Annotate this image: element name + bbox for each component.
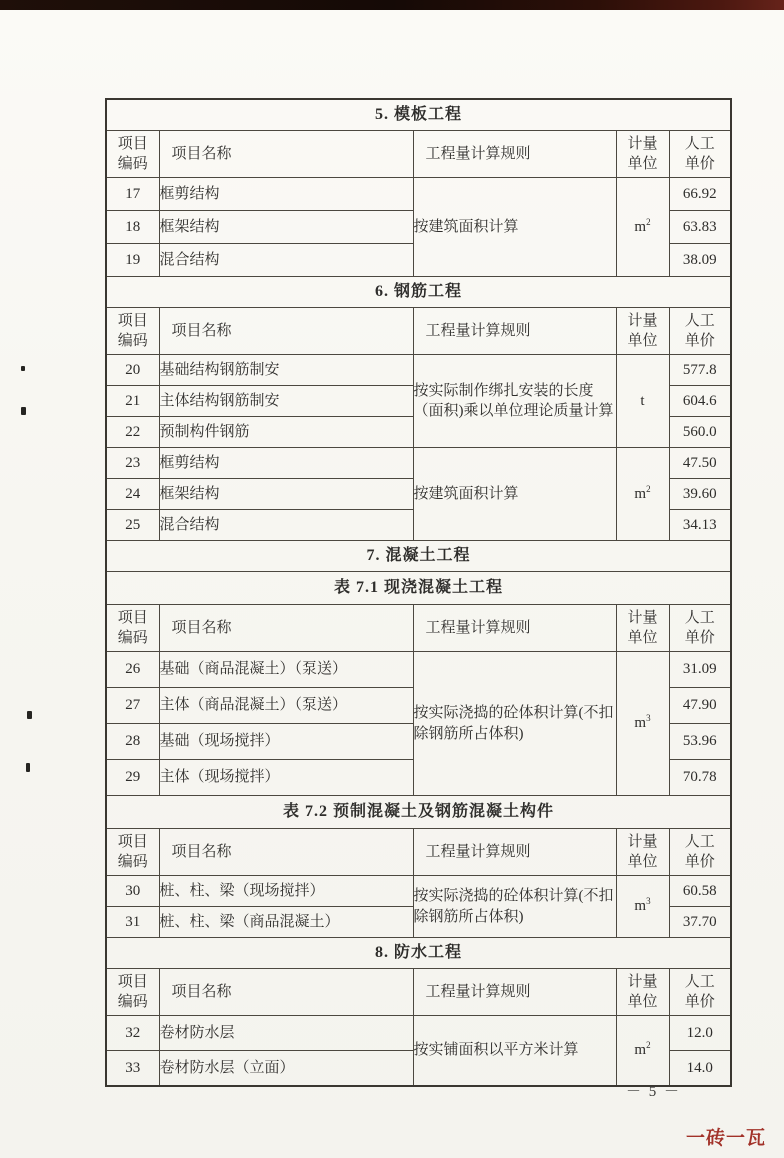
item-code-cell: 23 [106,448,159,479]
price-cell: 38.09 [669,244,731,277]
rule-cell: 按实际浇捣的砼体积计算(不扣除钢筋所占体积) [413,876,616,938]
unit-base: m [634,898,647,915]
item-code-cell: 30 [106,876,159,907]
item-code-cell: 31 [106,907,159,938]
item-code-cell: 28 [106,724,159,760]
item-code-cell: 21 [106,386,159,417]
unit-cell [616,652,669,796]
unit-exponent: 3 [646,713,651,724]
unit-base: m [634,485,647,502]
item-name-cell: 卷材防水层（立面） [159,1051,413,1087]
price-cell: 604.6 [669,386,731,417]
ink-speck [26,763,30,772]
item-code-cell: 24 [106,479,159,510]
section-title: 7. 混凝土工程 [106,541,731,572]
table-subtitle: 表 7.1 现浇混凝土工程 [106,572,731,605]
col-header-name: 项目名称 [159,605,413,652]
table-row [106,1016,731,1051]
item-name-cell: 框架结构 [159,479,413,510]
col-header-code: 项目编码 [106,969,159,1016]
unit-cell [616,448,669,541]
col-header-price: 人工单价 [669,308,731,355]
col-header-name: 项目名称 [159,131,413,178]
table-row [106,277,731,308]
section-title: 8. 防水工程 [106,938,731,969]
unit-exponent: 3 [646,896,651,907]
scanner-edge-band [0,0,784,10]
item-code-cell: 18 [106,211,159,244]
unit-base: m [634,1042,647,1059]
item-name-cell: 框剪结构 [159,448,413,479]
table-row [106,969,731,1016]
item-name-cell: 卷材防水层 [159,1016,413,1051]
item-name-cell: 混合结构 [159,510,413,541]
col-header-name: 项目名称 [159,969,413,1016]
price-cell: 53.96 [669,724,731,760]
price-cell: 39.60 [669,479,731,510]
price-cell: 12.0 [669,1016,731,1051]
item-name-cell: 基础（商品混凝土）（泵送） [159,652,413,688]
col-header-unit: 计量单位 [616,969,669,1016]
col-header-rule: 工程量计算规则 [413,131,616,178]
col-header-rule: 工程量计算规则 [413,829,616,876]
item-name-cell: 基础结构钢筋制安 [159,355,413,386]
rule-cell: 按建筑面积计算 [413,448,616,541]
col-header-code: 项目编码 [106,308,159,355]
col-header-code: 项目编码 [106,829,159,876]
col-header-name: 项目名称 [159,829,413,876]
item-code-cell: 22 [106,417,159,448]
price-cell: 31.09 [669,652,731,688]
unit-base: m [634,715,647,732]
col-header-unit: 计量单位 [616,829,669,876]
item-name-cell: 预制构件钢筋 [159,417,413,448]
ink-speck [21,366,25,371]
item-code-cell: 20 [106,355,159,386]
item-name-cell: 桩、柱、梁（商品混凝土） [159,907,413,938]
price-cell: 37.70 [669,907,731,938]
item-code-cell: 33 [106,1051,159,1087]
col-header-code: 项目编码 [106,605,159,652]
unit-cell [616,178,669,277]
col-header-rule: 工程量计算规则 [413,308,616,355]
item-code-cell: 26 [106,652,159,688]
labor-price-table [105,98,732,1087]
item-name-cell: 框架结构 [159,211,413,244]
col-header-price: 人工单价 [669,829,731,876]
section-title: 6. 钢筋工程 [106,277,731,308]
item-name-cell: 主体（商品混凝土）（泵送） [159,688,413,724]
col-header-unit: 计量单位 [616,308,669,355]
unit-exponent: 2 [646,216,651,227]
price-cell: 60.58 [669,876,731,907]
page-number: － 5 － [626,1084,682,1100]
col-header-price: 人工单价 [669,969,731,1016]
item-code-cell: 19 [106,244,159,277]
col-header-unit: 计量单位 [616,131,669,178]
item-code-cell: 32 [106,1016,159,1051]
col-header-rule: 工程量计算规则 [413,969,616,1016]
item-name-cell: 基础（现场搅拌） [159,724,413,760]
unit-exponent: 2 [646,1040,651,1051]
ink-speck [27,711,32,719]
table-row [106,99,731,131]
table-row [106,876,731,907]
price-cell: 47.90 [669,688,731,724]
watermark-text: 一砖一瓦 [686,1128,767,1149]
table-row [106,355,731,386]
table-row [106,796,731,829]
table-subtitle: 表 7.2 预制混凝土及钢筋混凝土构件 [106,796,731,829]
rule-cell: 按实铺面积以平方米计算 [413,1016,616,1087]
unit-cell [616,876,669,938]
table-row [106,938,731,969]
unit-base: t [640,392,645,409]
price-cell: 560.0 [669,417,731,448]
table-row [106,448,731,479]
col-header-rule: 工程量计算规则 [413,605,616,652]
price-cell: 47.50 [669,448,731,479]
price-cell: 14.0 [669,1051,731,1087]
rule-cell: 按建筑面积计算 [413,178,616,277]
table-row [106,178,731,211]
col-header-price: 人工单价 [669,131,731,178]
rule-cell: 按实际浇捣的砼体积计算(不扣除钢筋所占体积) [413,652,616,796]
col-header-name: 项目名称 [159,308,413,355]
price-cell: 577.8 [669,355,731,386]
item-code-cell: 29 [106,760,159,796]
unit-cell [616,355,669,448]
price-cell: 70.78 [669,760,731,796]
col-header-price: 人工单价 [669,605,731,652]
rule-cell: 按实际制作绑扎安装的长度（面积)乘以单位理论质量计算 [413,355,616,448]
price-cell: 63.83 [669,211,731,244]
ink-speck [21,407,26,415]
table-row [106,652,731,688]
section-title: 5. 模板工程 [106,99,731,131]
col-header-unit: 计量单位 [616,605,669,652]
table-row [106,541,731,572]
item-code-cell: 25 [106,510,159,541]
item-name-cell: 主体（现场搅拌） [159,760,413,796]
item-name-cell: 框剪结构 [159,178,413,211]
table-row [106,572,731,605]
item-name-cell: 桩、柱、梁（现场搅拌） [159,876,413,907]
item-name-cell: 混合结构 [159,244,413,277]
table-row [106,829,731,876]
unit-cell [616,1016,669,1087]
item-name-cell: 主体结构钢筋制安 [159,386,413,417]
table-row [106,131,731,178]
unit-base: m [634,218,647,235]
price-cell: 34.13 [669,510,731,541]
unit-exponent: 2 [646,483,651,494]
item-code-cell: 17 [106,178,159,211]
price-cell: 66.92 [669,178,731,211]
item-code-cell: 27 [106,688,159,724]
table-row [106,308,731,355]
col-header-code: 项目编码 [106,131,159,178]
table-row [106,605,731,652]
